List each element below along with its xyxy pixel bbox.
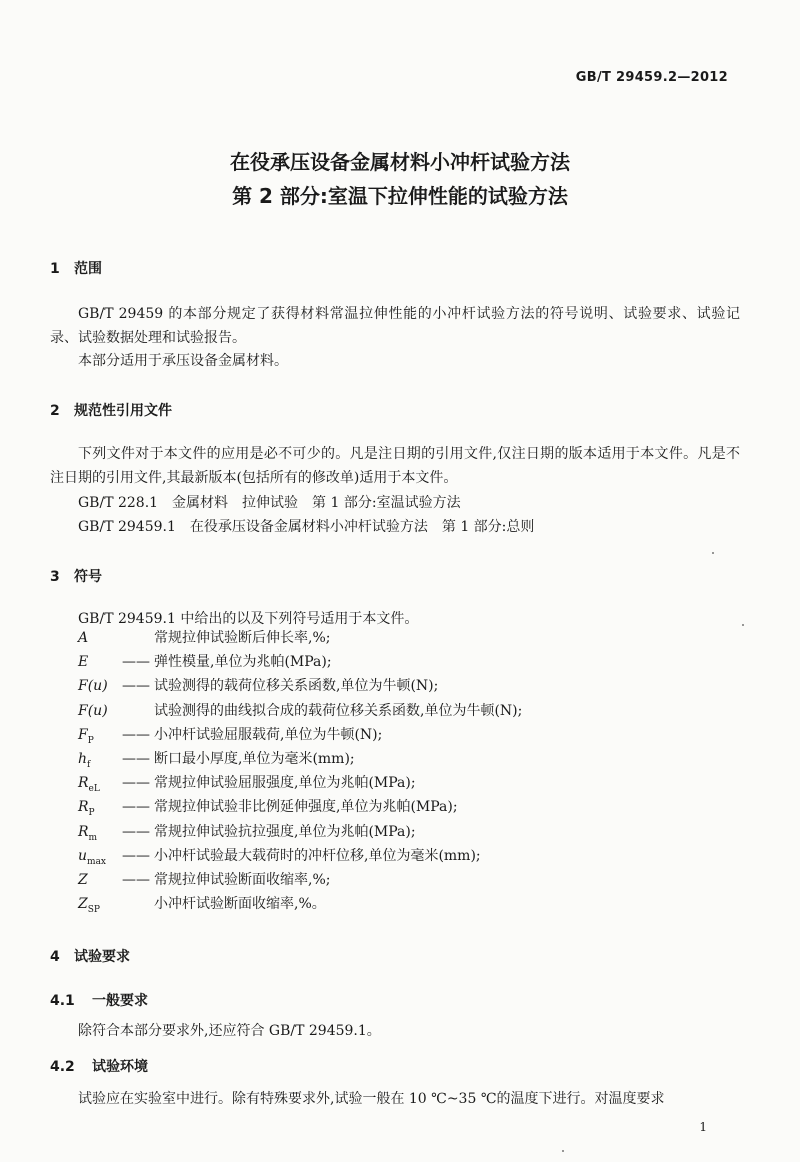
symbol: $R_{eL}$ [78, 775, 100, 794]
scope-paragraph: GB/T 29459 的本部分规定了获得材料常温拉伸性能的小冲杆试验方法的符号说明、试验要求、试验记录、试验数据处理和试验报告。 [50, 306, 740, 346]
section-title: 符号 [74, 569, 102, 585]
symbol: $F_P$ [78, 726, 94, 746]
section-title: 试验要求 [74, 949, 130, 965]
test-environment-paragraph: 试验应在实验室中进行。除有特殊要求外,试验一般在 10 ℃~35 ℃的温度下进行。对温度要求 [78, 1091, 665, 1107]
subsection-4-2-heading [50, 1056, 148, 1076]
symbol-dash: —— [122, 871, 150, 888]
symbol-description: 断口最小厚度,单位为毫米(mm); [154, 750, 355, 767]
symbol-description: 弹性模量,单位为兆帕(MPa); [154, 654, 332, 671]
symbol: $u_{max}$ [78, 847, 107, 867]
symbol-dash: —— [122, 823, 150, 840]
symbol-description: 小冲杆试验最大载荷时的冲杆位移,单位为毫米(mm); [154, 847, 481, 864]
symbol: A [78, 630, 89, 646]
reference-item-2: GB/T 29459.1 在役承压设备金属材料小冲杆试验方法 第 1 部分:总则 [78, 519, 535, 535]
symbols-intro: GB/T 29459.1 中给出的以及下列符号适用于本文件。 [78, 611, 419, 627]
scan-speck [562, 1150, 564, 1152]
general-requirements-paragraph: 除符合本部分要求外,还应符合 GB/T 29459.1。 [78, 1023, 381, 1039]
symbol: F(u) [78, 678, 108, 695]
subsection-title: 一般要求 [92, 993, 148, 1009]
section-title: 规范性引用文件 [74, 403, 172, 419]
document-title [0, 145, 800, 213]
symbol-dash: —— [122, 678, 150, 695]
section-1-heading [50, 258, 102, 278]
symbol: Z [78, 871, 88, 888]
scope-applicability: 本部分适用于承压设备金属材料。 [78, 353, 288, 369]
symbol-description: 试验测得的曲线拟合成的载荷位移关系函数,单位为牛顿(N); [154, 702, 523, 719]
symbol-description: 试验测得的载荷位移关系函数,单位为牛顿(N); [154, 678, 439, 695]
title-line-2: 第 2 部分:室温下拉伸性能的试验方法 [232, 184, 568, 208]
section-2-heading [50, 400, 172, 420]
subsection-title: 试验环境 [92, 1059, 148, 1075]
symbol: F(u) [78, 702, 108, 719]
symbol: $h_f$ [78, 750, 91, 770]
symbol-description: 常规拉伸试验抗拉强度,单位为兆帕(MPa); [154, 823, 416, 840]
reference-item-1: GB/T 228.1 金属材料 拉伸试验 第 1 部分:室温试验方法 [78, 495, 461, 511]
symbol-dash: —— [122, 775, 150, 792]
symbol-dash: —— [122, 799, 150, 816]
subsection-number: 4.2 [50, 1059, 75, 1075]
section-4-heading [50, 946, 130, 966]
symbol-description: 常规拉伸试验非比例延伸强度,单位为兆帕(MPa); [154, 799, 458, 816]
symbol: $Z_{SP}$ [78, 896, 100, 915]
normative-references-paragraph: 下列文件对于本文件的应用是必不可少的。凡是注日期的引用文件,仅注日期的版本适用于本文件。凡是不注日期的引用文件,其最新版本(包括所有的修改单)适用于本文件。 [50, 446, 740, 486]
symbol-description: 小冲杆试验屈服载荷,单位为牛顿(N); [154, 726, 383, 743]
scan-speck [742, 624, 744, 626]
section-title: 范围 [74, 261, 102, 277]
symbol-dash: —— [122, 750, 150, 767]
standard-number: GB/T 29459.2—2012 [575, 70, 728, 85]
symbol: $R_m$ [78, 823, 98, 843]
section-number: 3 [50, 569, 60, 585]
title-line-1: 在役承压设备金属材料小冲杆试验方法 [230, 150, 570, 174]
symbol-dash: —— [122, 726, 150, 743]
symbol-description: 常规拉伸试验断面收缩率,%; [154, 871, 331, 888]
symbol-dash: —— [122, 847, 150, 864]
section-number: 4 [50, 949, 60, 965]
symbol: E [78, 654, 89, 671]
section-number: 2 [50, 403, 60, 419]
subsection-number: 4.1 [50, 993, 75, 1009]
symbol-description: 常规拉伸试验断后伸长率,%; [154, 630, 331, 646]
section-number: 1 [50, 261, 60, 277]
subsection-4-1-heading [50, 990, 148, 1010]
symbol: $R_P$ [78, 799, 95, 819]
symbol-description: 小冲杆试验断面收缩率,%。 [154, 896, 326, 913]
symbol-description: 常规拉伸试验屈服强度,单位为兆帕(MPa); [154, 775, 416, 792]
scan-speck [712, 552, 714, 554]
page-number: 1 [699, 1120, 707, 1134]
section-3-heading [50, 566, 102, 586]
symbol-dash: —— [122, 654, 150, 671]
